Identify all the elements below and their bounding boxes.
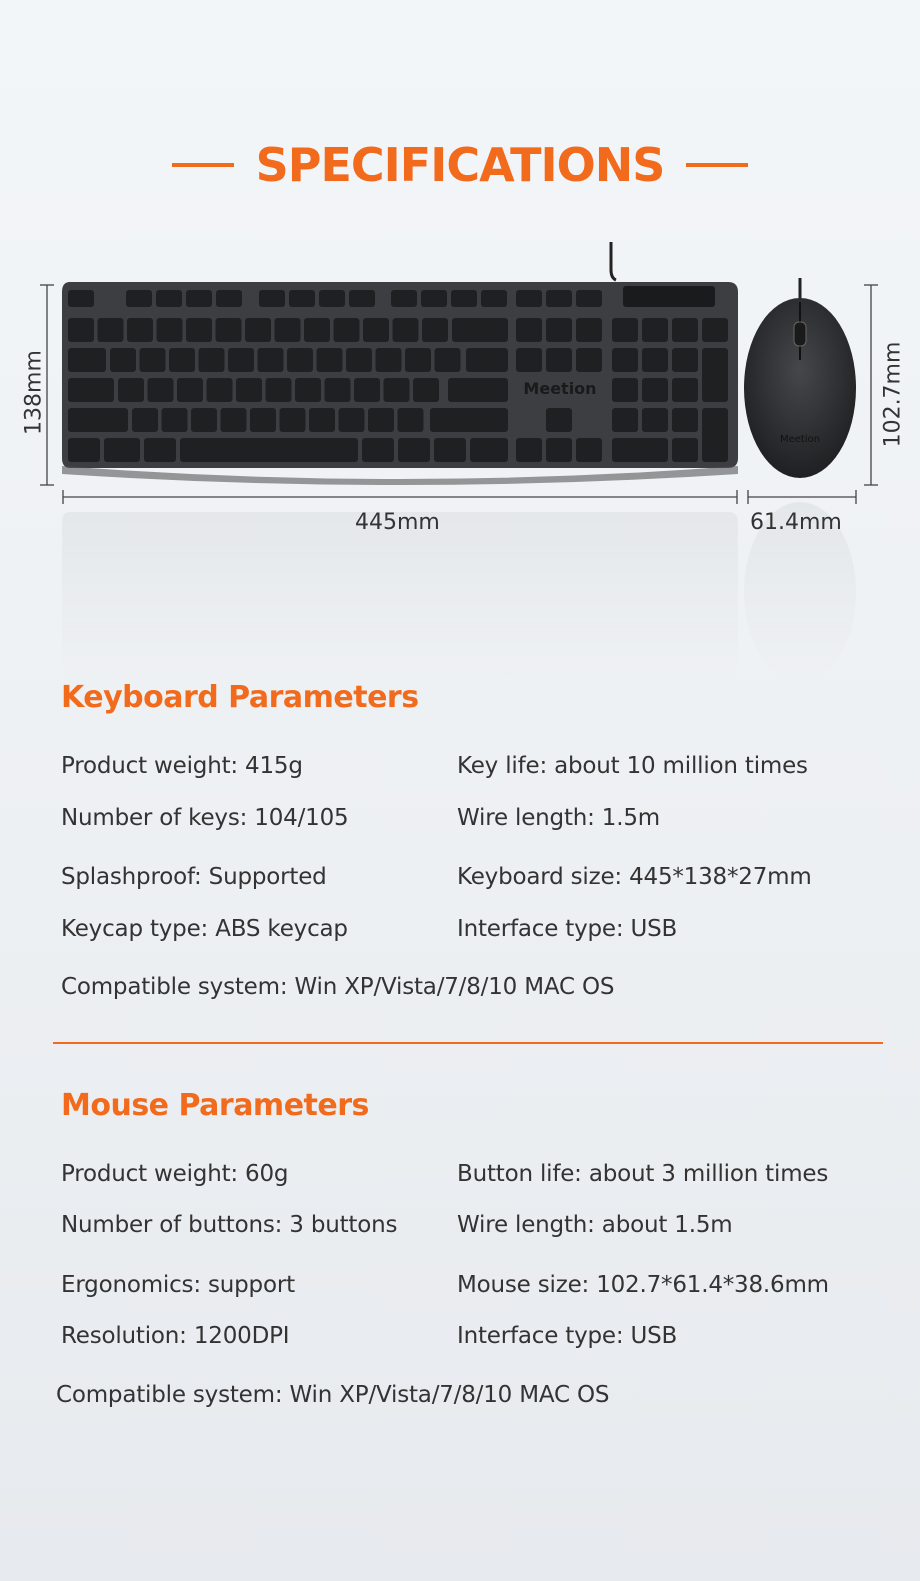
keycap bbox=[466, 348, 508, 372]
keycap bbox=[516, 318, 542, 342]
keycap bbox=[451, 290, 477, 307]
keycap bbox=[430, 408, 508, 432]
keycap bbox=[470, 438, 508, 462]
keycap bbox=[393, 318, 419, 342]
keycap bbox=[672, 378, 698, 402]
keycap bbox=[391, 290, 417, 307]
keycap bbox=[258, 348, 284, 372]
keycap bbox=[546, 290, 572, 307]
keycap bbox=[672, 348, 698, 372]
mouse-spec-interface: Interface type: USB bbox=[457, 1323, 678, 1349]
keycap bbox=[435, 348, 461, 372]
keyboard-spec-size: Keyboard size: 445*138*27mm bbox=[457, 864, 812, 890]
keycap bbox=[546, 408, 572, 432]
keyboard-spec-compatible: Compatible system: Win XP/Vista/7/8/10 MAC OS bbox=[61, 974, 615, 1000]
mouse-spec-ergonomics: Ergonomics: support bbox=[61, 1272, 295, 1298]
keycap bbox=[148, 378, 174, 402]
keycap bbox=[642, 348, 668, 372]
section-divider bbox=[53, 1042, 883, 1044]
keycap bbox=[140, 348, 166, 372]
keycap bbox=[362, 438, 394, 462]
keycap bbox=[339, 408, 365, 432]
mouse-brand: Meetion bbox=[779, 434, 821, 445]
keycap bbox=[363, 318, 389, 342]
keycap bbox=[186, 318, 212, 342]
mouse-spec-compatible: Compatible system: Win XP/Vista/7/8/10 MAC OS bbox=[56, 1382, 610, 1408]
keycap bbox=[98, 318, 124, 342]
keycap bbox=[612, 438, 668, 462]
keycap bbox=[110, 348, 136, 372]
keycap bbox=[434, 438, 466, 462]
keycap bbox=[127, 318, 153, 342]
keycap bbox=[354, 378, 380, 402]
keycap bbox=[448, 378, 508, 402]
keyboard-spec-wire-length: Wire length: 1.5m bbox=[457, 805, 660, 831]
keycap bbox=[612, 408, 638, 432]
keycap bbox=[452, 318, 508, 342]
mouse-spec-weight: Product weight: 60g bbox=[61, 1161, 289, 1187]
keycap bbox=[68, 318, 94, 342]
keycap bbox=[68, 408, 128, 432]
keycap bbox=[289, 290, 315, 307]
mouse-spec-wire-length: Wire length: about 1.5m bbox=[457, 1212, 733, 1238]
keycap bbox=[221, 408, 247, 432]
keycap bbox=[317, 348, 343, 372]
keycap bbox=[144, 438, 176, 462]
keycap bbox=[405, 348, 431, 372]
keycap bbox=[398, 438, 430, 462]
keycap bbox=[104, 438, 140, 462]
keyboard-spec-weight: Product weight: 415g bbox=[61, 753, 303, 779]
keycap bbox=[325, 378, 351, 402]
keyboard-width-label: 445mm bbox=[355, 510, 440, 535]
keycap bbox=[702, 348, 728, 402]
keyboard-spec-interface: Interface type: USB bbox=[457, 916, 678, 942]
keycap bbox=[295, 378, 321, 402]
keycap bbox=[642, 408, 668, 432]
keycap bbox=[368, 408, 394, 432]
keycap bbox=[68, 290, 94, 307]
mouse-spec-buttons: Number of buttons: 3 buttons bbox=[61, 1212, 398, 1238]
keycap bbox=[126, 290, 152, 307]
keycap bbox=[236, 378, 262, 402]
keycap bbox=[319, 290, 345, 307]
title-left-line bbox=[172, 163, 234, 167]
keycap bbox=[132, 408, 158, 432]
keycap bbox=[576, 318, 602, 342]
keycap bbox=[421, 290, 447, 307]
keycap bbox=[612, 318, 638, 342]
keycap bbox=[180, 438, 358, 462]
mouse-spec-resolution: Resolution: 1200DPI bbox=[61, 1323, 290, 1349]
keycap bbox=[546, 438, 572, 462]
mouse-width-label: 61.4mm bbox=[750, 510, 842, 535]
mouse-image bbox=[744, 278, 856, 478]
product-illustration bbox=[0, 230, 920, 680]
keycap bbox=[68, 438, 100, 462]
keycap bbox=[266, 378, 292, 402]
keycap bbox=[702, 318, 728, 342]
mouse-length-label: 102.7mm bbox=[880, 341, 906, 448]
keyboard-spec-keycap: Keycap type: ABS keycap bbox=[61, 916, 348, 942]
keycap bbox=[672, 438, 698, 462]
keycap bbox=[216, 290, 242, 307]
keycap bbox=[642, 378, 668, 402]
keycap bbox=[612, 378, 638, 402]
keycap bbox=[157, 318, 183, 342]
keycap bbox=[398, 408, 424, 432]
keycap bbox=[304, 318, 330, 342]
keycap bbox=[287, 348, 313, 372]
mouse-spec-button-life: Button life: about 3 million times bbox=[457, 1161, 829, 1187]
keycap bbox=[546, 318, 572, 342]
keycap bbox=[576, 348, 602, 372]
keycap bbox=[672, 318, 698, 342]
keycap bbox=[207, 378, 233, 402]
keycap bbox=[576, 290, 602, 307]
keyboard-brand: Meetion bbox=[523, 379, 597, 398]
title-right-line bbox=[686, 163, 748, 167]
keycap bbox=[334, 318, 360, 342]
keycap bbox=[516, 290, 542, 307]
keyboard-spec-key-life: Key life: about 10 million times bbox=[457, 753, 808, 779]
keycap bbox=[546, 348, 572, 372]
mouse-section-title: Mouse Parameters bbox=[61, 1088, 369, 1123]
keycap bbox=[413, 378, 439, 402]
keycap bbox=[216, 318, 242, 342]
keycap bbox=[169, 348, 195, 372]
keycap bbox=[516, 348, 542, 372]
page-header bbox=[0, 130, 920, 200]
keyboard-image bbox=[62, 282, 738, 485]
keycap bbox=[191, 408, 217, 432]
keycap bbox=[245, 318, 271, 342]
keycap bbox=[346, 348, 372, 372]
keycap bbox=[162, 408, 188, 432]
keycap bbox=[481, 290, 507, 307]
keycap bbox=[250, 408, 276, 432]
keycap bbox=[384, 378, 410, 402]
keyboard-section-title: Keyboard Parameters bbox=[61, 680, 419, 715]
keycap bbox=[177, 378, 203, 402]
mouse-spec-size: Mouse size: 102.7*61.4*38.6mm bbox=[457, 1272, 829, 1298]
keycap bbox=[309, 408, 335, 432]
keycap bbox=[68, 378, 114, 402]
keycap bbox=[516, 438, 542, 462]
keycap bbox=[576, 438, 602, 462]
keycap bbox=[642, 318, 668, 342]
keycap bbox=[156, 290, 182, 307]
keyboard-height-label: 138mm bbox=[21, 350, 47, 435]
keycap bbox=[672, 408, 698, 432]
keycap bbox=[702, 408, 728, 462]
keycap bbox=[376, 348, 402, 372]
keycap bbox=[228, 348, 254, 372]
keycap bbox=[280, 408, 306, 432]
keycap bbox=[275, 318, 301, 342]
keycap bbox=[259, 290, 285, 307]
keycap bbox=[186, 290, 212, 307]
keycap bbox=[68, 348, 106, 372]
keycap bbox=[199, 348, 225, 372]
keycap bbox=[349, 290, 375, 307]
keycap bbox=[118, 378, 144, 402]
keyboard-spec-splashproof: Splashproof: Supported bbox=[61, 864, 327, 890]
keycap bbox=[612, 348, 638, 372]
keycap bbox=[422, 318, 448, 342]
keyboard-spec-key-count: Number of keys: 104/105 bbox=[61, 805, 349, 831]
page-title: SPECIFICATIONS bbox=[255, 138, 665, 192]
